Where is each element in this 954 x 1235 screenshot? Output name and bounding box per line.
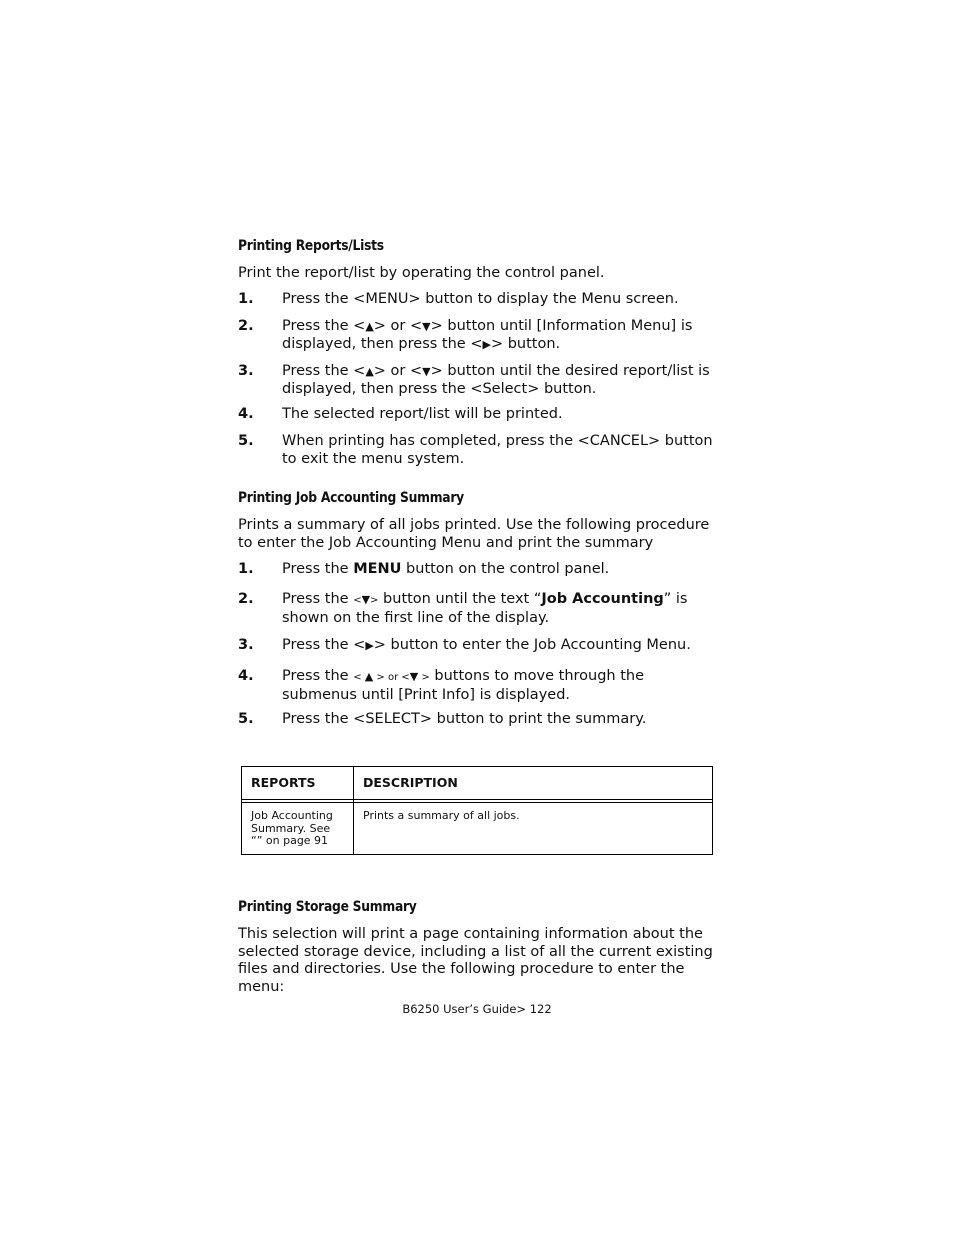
- step-number: 5.: [238, 433, 254, 449]
- down-arrow-icon: ▼: [409, 670, 419, 683]
- down-arrow-icon: ▼: [361, 593, 371, 606]
- up-arrow-icon: ▲: [365, 320, 374, 333]
- step-text: Press the MENU button on the control panel.: [282, 561, 610, 577]
- step-number: 3.: [238, 363, 254, 379]
- step-number: 5.: [238, 711, 254, 727]
- step-number: 3.: [238, 637, 254, 653]
- section-heading-reports: Printing Reports/Lists: [238, 238, 384, 254]
- section-intro-reports: Print the report/list by operating the control panel.: [238, 265, 605, 281]
- up-arrow-icon: ▲: [365, 365, 374, 378]
- right-arrow-icon: ▶: [365, 639, 374, 652]
- step-number: 1.: [238, 561, 254, 577]
- step-text: Press the <▲> or <▼> button until [Information Menu] is displayed, then press the <▶> button.: [282, 318, 693, 352]
- down-arrow-icon: ▼: [422, 365, 431, 378]
- step-number: 4.: [238, 668, 254, 684]
- step-text: Press the <▲> or <▼> button until the desired report/list is displayed, then press the <Select> button.: [282, 363, 710, 397]
- down-arrow-icon: ▼: [422, 320, 431, 333]
- step-number: 1.: [238, 291, 254, 307]
- step-text: Press the <▶> button to enter the Job Accounting Menu.: [282, 637, 691, 653]
- step-number: 2.: [238, 591, 254, 607]
- table-row: [242, 803, 713, 855]
- page-footer: B6250 User’s Guide> 122: [402, 1002, 552, 1016]
- table-header-reports: REPORTS: [242, 767, 354, 800]
- step-number: 4.: [238, 406, 254, 422]
- section-intro-storage: This selection will print a page containing information about the selected storage device, including a list of all the current existing files and directories. Use the following procedure to enter the menu:: [238, 926, 713, 995]
- section-intro-job-accounting: Prints a summary of all jobs printed. Use the following procedure to enter the Job Accounting Menu and print the summary: [238, 517, 710, 551]
- table-header-row: [242, 767, 713, 800]
- table-cell-description: Prints a summary of all jobs.: [354, 803, 713, 855]
- table-cell-report: Job Accounting Summary. See “” on page 91: [242, 803, 354, 855]
- step-text: Press the <MENU> button to display the Menu screen.: [282, 291, 679, 307]
- step-number: 2.: [238, 318, 254, 334]
- section-heading-storage: Printing Storage Summary: [238, 899, 417, 915]
- step-text: The selected report/list will be printed.: [282, 406, 563, 422]
- step-text: Press the <▼> button until the text “Job Accounting” is shown on the first line of the display.: [282, 591, 688, 626]
- step-text: Press the < ▲ > or <▼ > buttons to move through the submenus until [Print Info] is displayed.: [282, 668, 645, 703]
- right-arrow-icon: ▶: [482, 337, 491, 351]
- step-text: Press the <SELECT> button to print the summary.: [282, 711, 647, 727]
- reports-table: [241, 766, 713, 855]
- section-heading-job-accounting: Printing Job Accounting Summary: [238, 490, 464, 506]
- table-header-description: DESCRIPTION: [354, 767, 713, 800]
- step-text: When printing has completed, press the <CANCEL> button to exit the menu system.: [282, 433, 713, 467]
- up-arrow-icon: ▲: [364, 670, 374, 683]
